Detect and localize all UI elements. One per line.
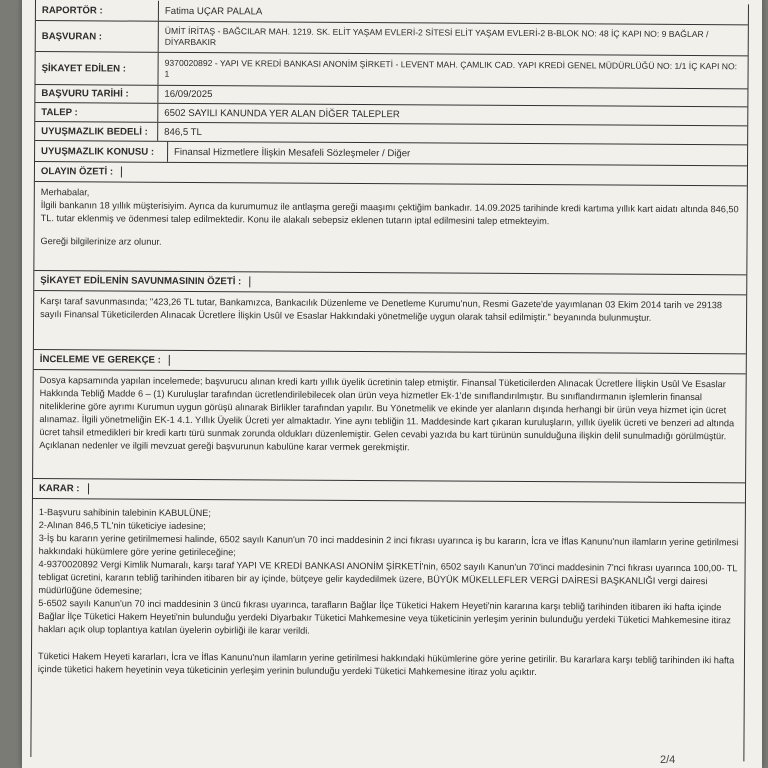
sikayet-value: 9370020892 - YAPI VE KREDİ BANKASI ANONİM ŞİRKETİ - LEVENT MAH. ÇAMLIK CAD. YAPI KREDİ GENEL MÜDÜRLÜĞÜ NO: 1/1 İÇ KAPI NO: 1: [164, 57, 738, 79]
talep-label: TALEP :: [35, 103, 158, 122]
bedel-value: 846,5 TL: [164, 126, 202, 138]
page-number: 2/4: [660, 754, 676, 766]
karar-footer: Tüketici Hakem Heyeti kararları, İcra ve İflas Kanunu'nun ilamların yerine getirilmesi hakkındaki hükümlerine göre yerine getirilir. Bu kararlara karşı tebliğ tarihinden iki hafta içinde tüketici hakem heyetinin veya tüketicinin yerleşim yerinin bulunduğu yerdeki Tüketici Mahkemesine itiraz yolu açıktır.: [37, 651, 735, 678]
inceleme-body: [33, 370, 746, 483]
karar-item-4: 4-9370020892 Vergi Kimlik Numaralı, karşı taraf YAPI VE KREDİ BANKASI ANONİM ŞİRKETİ'nin, 6502 sayılı Kanun'un 70'inci maddesinin 7'nci fıkrası uyarınca 100,00- TL tebligat ücretini, kararın tebliğ tarihinden itibaren bir ay içinde, bütçeye gelir kaydedilmek üzere, BÜYÜK MÜKELLEFLER VERGİ DAİRESİ BAŞKANLIĞI vergi dairesi müdürlüğüne ödemesine;: [38, 559, 738, 596]
olay-text: İlgili bankanın 18 yıllık müşterisiyim. Ayrıca da kurumumuz ile antlaşma gereği maaşımı çektiğim bankadır. 14.09.2025 tarihinde kredi kartıma yıllık kart aidatı altında 846,50 TL. tutar eklenmiş ve ödenmesi talep edilmektedir. Konu ile alakalı sebepsiz eklenen tutarın iptal edilmesini talep etmekteyim.: [40, 200, 739, 227]
basvuran-label: BAŞVURAN :: [36, 21, 159, 52]
savunma-body: [34, 291, 746, 354]
bedel-label: UYUŞMAZLIK BEDELİ :: [35, 122, 158, 141]
tarih-label: BAŞVURU TARİHİ :: [35, 85, 158, 103]
savunma-text: Karşı taraf savunmasında; "423,26 TL tutar, Bankamızca, Bankacılık Düzenleme ve Denetleme Kurumu'nun, Resmi Gazete'de yayımlanan 03 Ekim 2014 tarih ve 29138 sayılı Finansal Tüketicilerden Alınacak Ücretlere İlişkin Usûl ve Esaslar Hakkındaki yönetmeliğe uygun olarak tahsil edilmiştir." beyanında bulunmuştur.: [40, 296, 723, 323]
tarih-value: 16/09/2025: [164, 88, 213, 101]
olay-title-text: OLAYIN ÖZETİ :: [41, 166, 122, 177]
raportor-value: Fatima UÇAR PALALA: [164, 5, 263, 17]
karar-item-2: 2-Alınan 846,5 TL'nin tüketiciye iadesine;: [38, 520, 206, 532]
raportor-label: RAPORTÖR :: [36, 0, 159, 21]
savunma-title-text: ŞİKAYET EDİLENİN SAVUNMASININ ÖZETİ :: [40, 275, 250, 287]
sikayet-row: [35, 52, 747, 89]
karar-item-1: 1-Başvuru sahibinin talebinin KABULÜNE;: [38, 507, 212, 519]
olay-greeting: Merhabalar,: [40, 187, 90, 198]
sikayet-label: ŞİKAYET EDİLEN :: [35, 52, 158, 85]
karar-title-text: KARAR :: [39, 483, 89, 494]
karar-body: [31, 499, 745, 761]
konu-value: Finansal Hizmetlere İlişkin Mesafeli Sözleşmeler / Diğer: [174, 146, 411, 159]
basvuran-value: ÜMİT İRİTAŞ - BAĞCILAR MAH. 1219. SK. ELİT YAŞAM EVLERİ-2 SİTESİ ELİT YAŞAM EVLERİ-2 B-BLOK NO: 48 İÇ KAPI NO: 9 BAĞLAR / DİYARBAKIR: [164, 25, 709, 48]
karar-item-3: 3-İş bu kararın yerine getirilmemesi halinde, 6502 sayılı Kanun'un 70 inci maddesinin 2 inci fıkrası uyarınca iş bu kararın, İcra ve İflas Kanunu'nun ilamların yerine getirilmesi hakkındaki hükümlere göre yerine getirileceğine;: [38, 533, 739, 558]
decision-document: [30, 0, 749, 761]
olay-closing: Gereği bilgilerinize arz olunur.: [40, 236, 162, 247]
talep-value: 6502 SAYILI KANUNDA YER ALAN DİĞER TALEPLER: [164, 107, 400, 120]
olay-body: [34, 182, 747, 275]
inceleme-title-text: İNCELEME VE GEREKÇE :: [40, 354, 170, 366]
karar-item-5: 5-6502 sayılı Kanun'un 70 inci maddesinin 3 üncü fıkrası uyarınca, tarafların Bağlar İlçe Tüketici Hakem Heyeti'nin kararına karşı tebliğ tarihinden itibaren iki hafta içinde Bağlar İlçe Tüketici Hakem Heyeti'nin bulunduğu yerdeki Diyarbakır Tüketici Mahkemesine veya tüketicinin yerleşim yerinin bulunduğu yerdeki Tüketici Mahkemesine itiraz hakları açık olup toplantıya katılan üyelerin oybirliği ile karar verildi.: [38, 598, 731, 636]
basvuran-row: [36, 21, 748, 56]
konu-label: UYUŞMAZLIK KONUSU :: [35, 141, 168, 162]
inceleme-text: Dosya kapsamında yapılan incelemede; başvurucu alınan kredi kartı yıllık üyelik ücretinin talep etmiştir. Finansal Tüketicilerden Alınacak Ücretlere İlişkin Usûl Ve Esaslar Hakkında Tebliğ Madde 6 – (1) Kuruluşlar tarafından ücretlendirilebilecek olan ürün veya hizmetler Ek-1'de sınıflandırılmıştır. Bu sınıflandırmanın işlemlerin finansal niteliklerine göre ayrımı Kurumun uygun görüşü alınarak Birlikler tarafından yapılır. Bu Yönetmelik ve ekinde yer alanların dışında herhangi bir ürün veya hizmet için ücret alınamaz. İlgili yönetmeliğin EK-1 4.1. Yıllık Üyelik Ücreti yer almaktadır. Yine aynı tebliğin 11. Maddesinde kart çıkaran kuruluşların, yıllık üyelik ücreti ve benzeri ad altında ücret tahsil etmedikleri bir kredi kartı türü sunmak zorunda oldukları düzenlemiştir. Gelen cevabi yazıda bu kart türünün sunulduğuna ilişkin delil sunulmadığı görülmüştür. Açıklanan nedenler ve ilgili mevzuat gereği başvurunun kabulüne karar vermek gerekmiştir.: [39, 375, 735, 453]
